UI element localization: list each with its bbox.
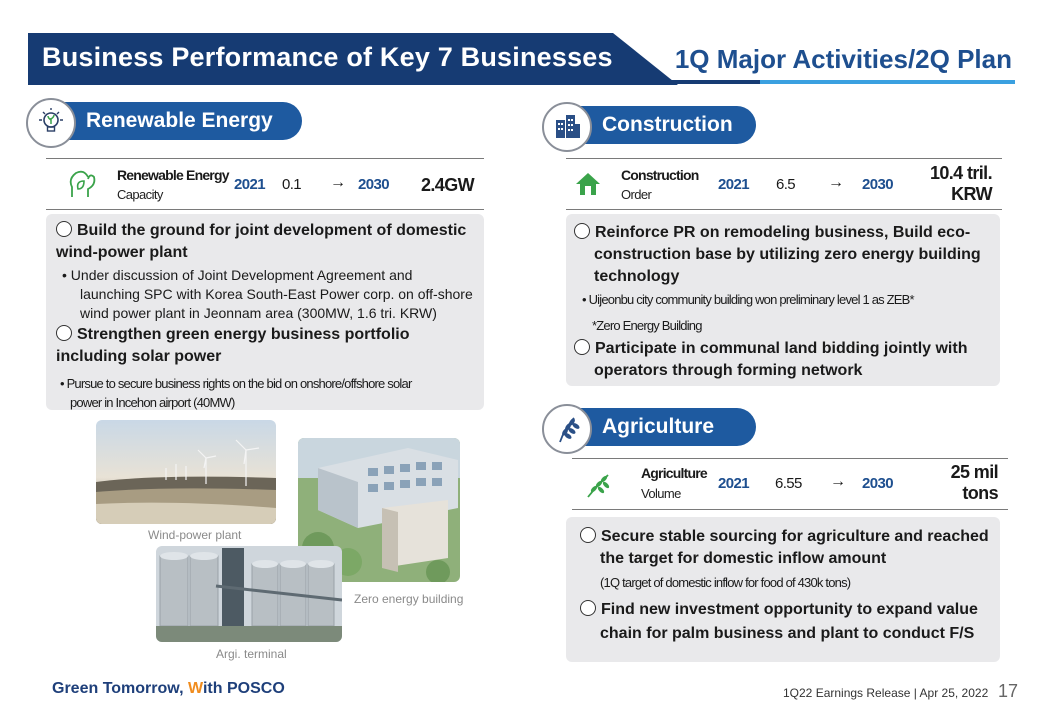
- title-banner: [28, 33, 678, 85]
- agriculture-kpi-value-start: 6.55: [775, 475, 802, 492]
- construction-kpi-value-target-line-2: KRW: [951, 184, 992, 204]
- renewable-sub-2-line-2: power in Incehon airport (40MW): [70, 395, 235, 410]
- agriculture-kpi-row: [572, 458, 1008, 510]
- construction-kpi-value-target-line-1: 10.4 tril.: [929, 163, 992, 183]
- wind-power-plant-photo: [96, 420, 276, 524]
- agriculture-bullet-1: [580, 526, 996, 570]
- agri-terminal-caption: Argi. terminal: [216, 647, 287, 661]
- subtitle-underline-dark: [660, 80, 760, 84]
- agriculture-kpi-value-target: [951, 462, 998, 504]
- construction-activities-box: [566, 214, 1000, 386]
- renewable-activities-box: [46, 214, 484, 410]
- construction-kpi-value-target: [930, 163, 992, 205]
- construction-section-title: Construction: [570, 106, 756, 144]
- renewable-section-title: Renewable Energy: [54, 102, 302, 140]
- agriculture-kpi-sublabel: Volume: [641, 486, 681, 501]
- construction-sub-2: *Zero Energy Building: [592, 318, 702, 333]
- renewable-kpi-sublabel: Capacity: [117, 187, 163, 202]
- subtitle-underline-light: [760, 80, 1015, 84]
- agriculture-kpi-year-target: 2030: [862, 475, 893, 492]
- renewable-bullet-1: [56, 220, 480, 264]
- house-icon: [574, 171, 602, 197]
- leaf-head-icon: [66, 169, 100, 201]
- renewable-sub-1-line-3: wind power plant in Jeonnam area (300MW, 1.6 tri. KRW): [80, 305, 437, 321]
- circle-bullet-icon: [574, 339, 590, 355]
- buildings-icon: [542, 102, 592, 152]
- agriculture-bullet-2: [580, 598, 996, 646]
- lightbulb-plant-icon: [26, 98, 76, 148]
- zero-energy-building-caption: Zero energy building: [354, 592, 464, 606]
- arrow-right-icon: →: [828, 174, 844, 191]
- arrow-right-icon: →: [830, 473, 846, 490]
- circle-bullet-icon: [580, 600, 596, 616]
- construction-kpi-row: [566, 158, 1002, 210]
- release-info: 1Q22 Earnings Release | Apr 25, 2022: [783, 686, 989, 700]
- agriculture-section-title: Agriculture: [570, 408, 756, 446]
- renewable-bullet-2: [56, 324, 436, 368]
- construction-section-header: [542, 102, 762, 146]
- circle-bullet-icon: [56, 325, 72, 341]
- renewable-bullet-1-text: Build the ground for joint development of domestic wind-power plant: [56, 222, 467, 261]
- circle-bullet-icon: [56, 221, 72, 237]
- agriculture-kpi-label: Agriculture: [641, 465, 707, 481]
- renewable-bullet-2-text: Strengthen green energy business portfolio including solar power: [56, 326, 410, 365]
- page-subtitle: 1Q Major Activities/2Q Plan: [674, 44, 1012, 74]
- construction-kpi-value-start: 6.5: [776, 176, 796, 193]
- construction-bullet-1: [574, 222, 994, 288]
- construction-kpi-year-start: 2021: [718, 176, 749, 193]
- renewable-sub-1-line-1: • Under discussion of Joint Development Agreement and: [62, 267, 413, 283]
- page-title: Business Performance of Key 7 Businesses: [42, 42, 613, 72]
- logo-text-part-1: Green Tomorrow,: [52, 680, 189, 697]
- renewable-kpi-year-start: 2021: [234, 176, 265, 193]
- construction-bullet-2-text: Participate in communal land bidding jointly with operators through forming network: [594, 340, 968, 379]
- posco-slogan-logo: [52, 680, 285, 698]
- renewable-kpi-value-target: 2.4GW: [420, 175, 474, 195]
- renewable-kpi-value-start: 0.1: [282, 176, 302, 193]
- renewable-sub-2-line-1: • Pursue to secure business rights on the bid on onshore/offshore solar: [60, 376, 412, 391]
- agriculture-section-header: [542, 404, 762, 448]
- renewable-sub-1: [62, 266, 482, 323]
- agri-terminal-photo: [156, 546, 342, 642]
- logo-w-letter: W: [188, 680, 203, 697]
- agriculture-activities-box: [566, 517, 1000, 662]
- arrow-right-icon: →: [330, 174, 346, 191]
- construction-bullet-2: [574, 338, 994, 382]
- construction-sub-1: • Uijeonbu city community building won preliminary level 1 as ZEB*: [582, 292, 914, 307]
- wheat-green-icon: [584, 471, 612, 499]
- renewable-kpi-label: Renewable Energy: [117, 167, 229, 183]
- agriculture-sub-1: (1Q target of domestic inflow for food of 430k tons): [600, 575, 851, 590]
- construction-kpi-label: Construction: [621, 167, 699, 183]
- wheat-icon: [542, 404, 592, 454]
- renewable-sub-2: [60, 374, 484, 412]
- circle-bullet-icon: [580, 527, 596, 543]
- renewable-kpi-row: [46, 158, 484, 210]
- renewable-kpi-year-target: 2030: [358, 176, 389, 193]
- construction-kpi-sublabel: Order: [621, 187, 652, 202]
- page-number: 17: [998, 681, 1019, 701]
- agriculture-kpi-year-start: 2021: [718, 475, 749, 492]
- agriculture-kpi-value-target-line-2: tons: [962, 483, 998, 503]
- agriculture-bullet-2-text: Find new investment opportunity to expand value chain for palm business and plant to conduct F/S: [600, 601, 978, 642]
- circle-bullet-icon: [574, 223, 590, 239]
- wind-power-plant-caption: Wind-power plant: [148, 528, 242, 542]
- renewable-section-header: [26, 98, 306, 142]
- agriculture-bullet-1-text: Secure stable sourcing for agriculture and reached the target for domestic inflow amount: [600, 528, 989, 567]
- construction-bullet-1-text: Reinforce PR on remodeling business, Build eco-construction base by utilizing zero energy building technology: [594, 224, 981, 285]
- construction-kpi-year-target: 2030: [862, 176, 893, 193]
- logo-text-part-2: ith POSCO: [202, 680, 285, 697]
- renewable-sub-1-line-2: launching SPC with Korea South-East Power corp. on off-shore: [80, 286, 473, 302]
- agriculture-kpi-value-target-line-1: 25 mil: [950, 462, 998, 482]
